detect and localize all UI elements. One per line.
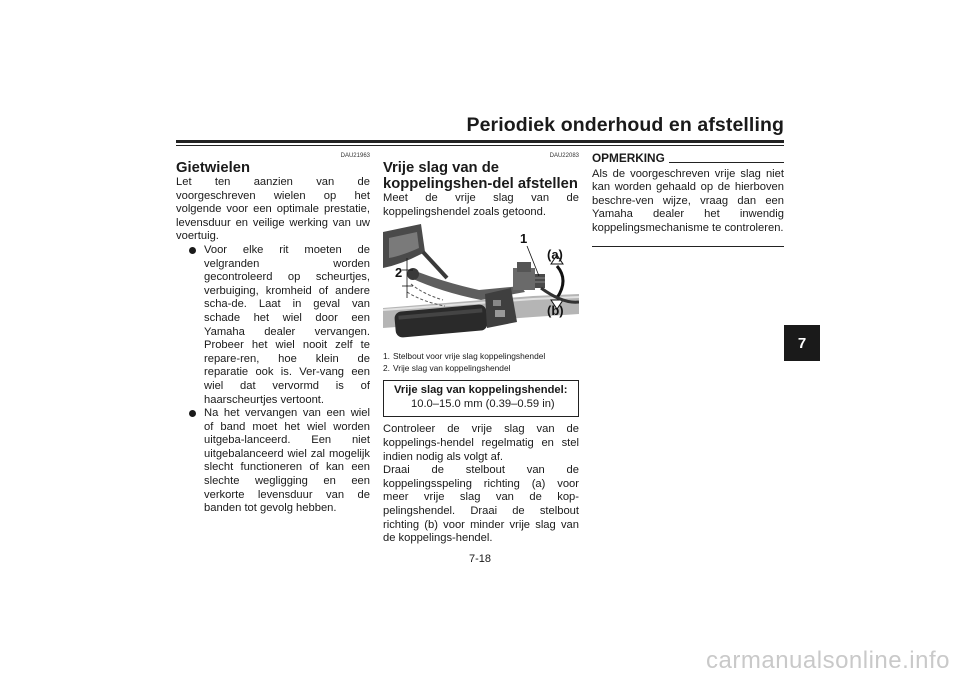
clutch-check-paragraph: Controleer de vrije slag van de koppelings-hendel regelmatig en stel indien nodig als volgt af.	[383, 423, 579, 463]
caption-item: 1. Stelbout voor vrije slag koppelingshendel	[383, 351, 546, 362]
header-rule	[176, 140, 784, 143]
section-code: DAU21963	[340, 153, 370, 159]
page-title: Periodiek onderhoud en afstelling	[466, 114, 784, 136]
bullet-icon	[189, 247, 196, 254]
cast-wheels-intro: Let ten aanzien van de voorgeschreven wielen op het volgende voor een optimale prestatie, levensduur en veilige werking van uw voertuig.	[176, 176, 370, 243]
section-title-clutch-free-play: Vrije slag van de koppelingshen-del afstellen	[383, 160, 578, 192]
clutch-lever-illustration	[383, 224, 579, 346]
figure-label-1: 1	[520, 231, 528, 247]
note-end-rule	[592, 246, 784, 247]
watermark-text: carmanualsonline.info	[706, 647, 950, 674]
cast-wheels-bullets	[176, 244, 370, 516]
note-heading: OPMERKING	[592, 152, 784, 166]
column-cast-wheels	[176, 152, 370, 516]
column-clutch-free-play	[383, 152, 579, 546]
bullet-item: Voor elke rit moeten de velgranden worden gecontroleerd op scheurtjes, verbuiging, kromheid of andere scha-de. Laat in geval van schade het wiel door een Yamaha dealer vervangen. Probeer het wiel nooit zelf te repare-ren, hoe klein de reparatie ook is. Ver-vang een wiel dat vervormd is of haarscheurtjes vertoont.	[176, 244, 370, 407]
figure-label-b: (b)	[547, 303, 564, 319]
figure-captions	[383, 350, 579, 374]
header-rule-thin	[176, 145, 784, 146]
clutch-lever-drawing	[383, 224, 579, 346]
bullet-icon	[189, 410, 196, 417]
chapter-tab[interactable]: 7	[784, 325, 820, 361]
note-text: Als de voorgeschreven vrije slag niet kan worden gehaald op de hierboven beschre-ven wijze, vraag dan een Yamaha dealer het inwendig koppelingsmechanisme te controleren.	[592, 167, 784, 234]
page-number: 7-18	[468, 553, 492, 565]
note-rule	[669, 162, 784, 163]
column-note	[592, 152, 784, 247]
spec-title: Vrije slag van koppelingshendel:	[394, 384, 568, 397]
bullet-item: Na het vervangen van een wiel of band moet het wiel worden uitgeba-lanceerd. Een niet uitgebalanceerd wiel zal mogelijk slecht functioneren of kan een slechte wegligging en een verkorte levensduur van de banden tot gevolg hebben.	[176, 407, 370, 516]
section-code: DAU22083	[549, 153, 579, 159]
figure-label-a: (a)	[547, 247, 563, 263]
section-title-cast-wheels: Gietwielen	[176, 160, 251, 176]
spec-value: 10.0–15.0 mm (0.39–0.59 in)	[411, 397, 555, 410]
spec-box	[383, 380, 579, 417]
figure-label-2: 2	[395, 265, 403, 281]
clutch-adjust-paragraph: Draai de stelbout van de koppelingsspeling richting (a) voor meer vrije slag van de kop-pelingshendel. Draai de stelbout richting (b) voor minder vrije slag van de koppelings-hendel.	[383, 464, 579, 545]
clutch-intro: Meet de vrije slag van de koppelingshendel zoals getoond.	[383, 192, 579, 218]
caption-item: 2. Vrije slag van koppelingshendel	[383, 363, 511, 374]
